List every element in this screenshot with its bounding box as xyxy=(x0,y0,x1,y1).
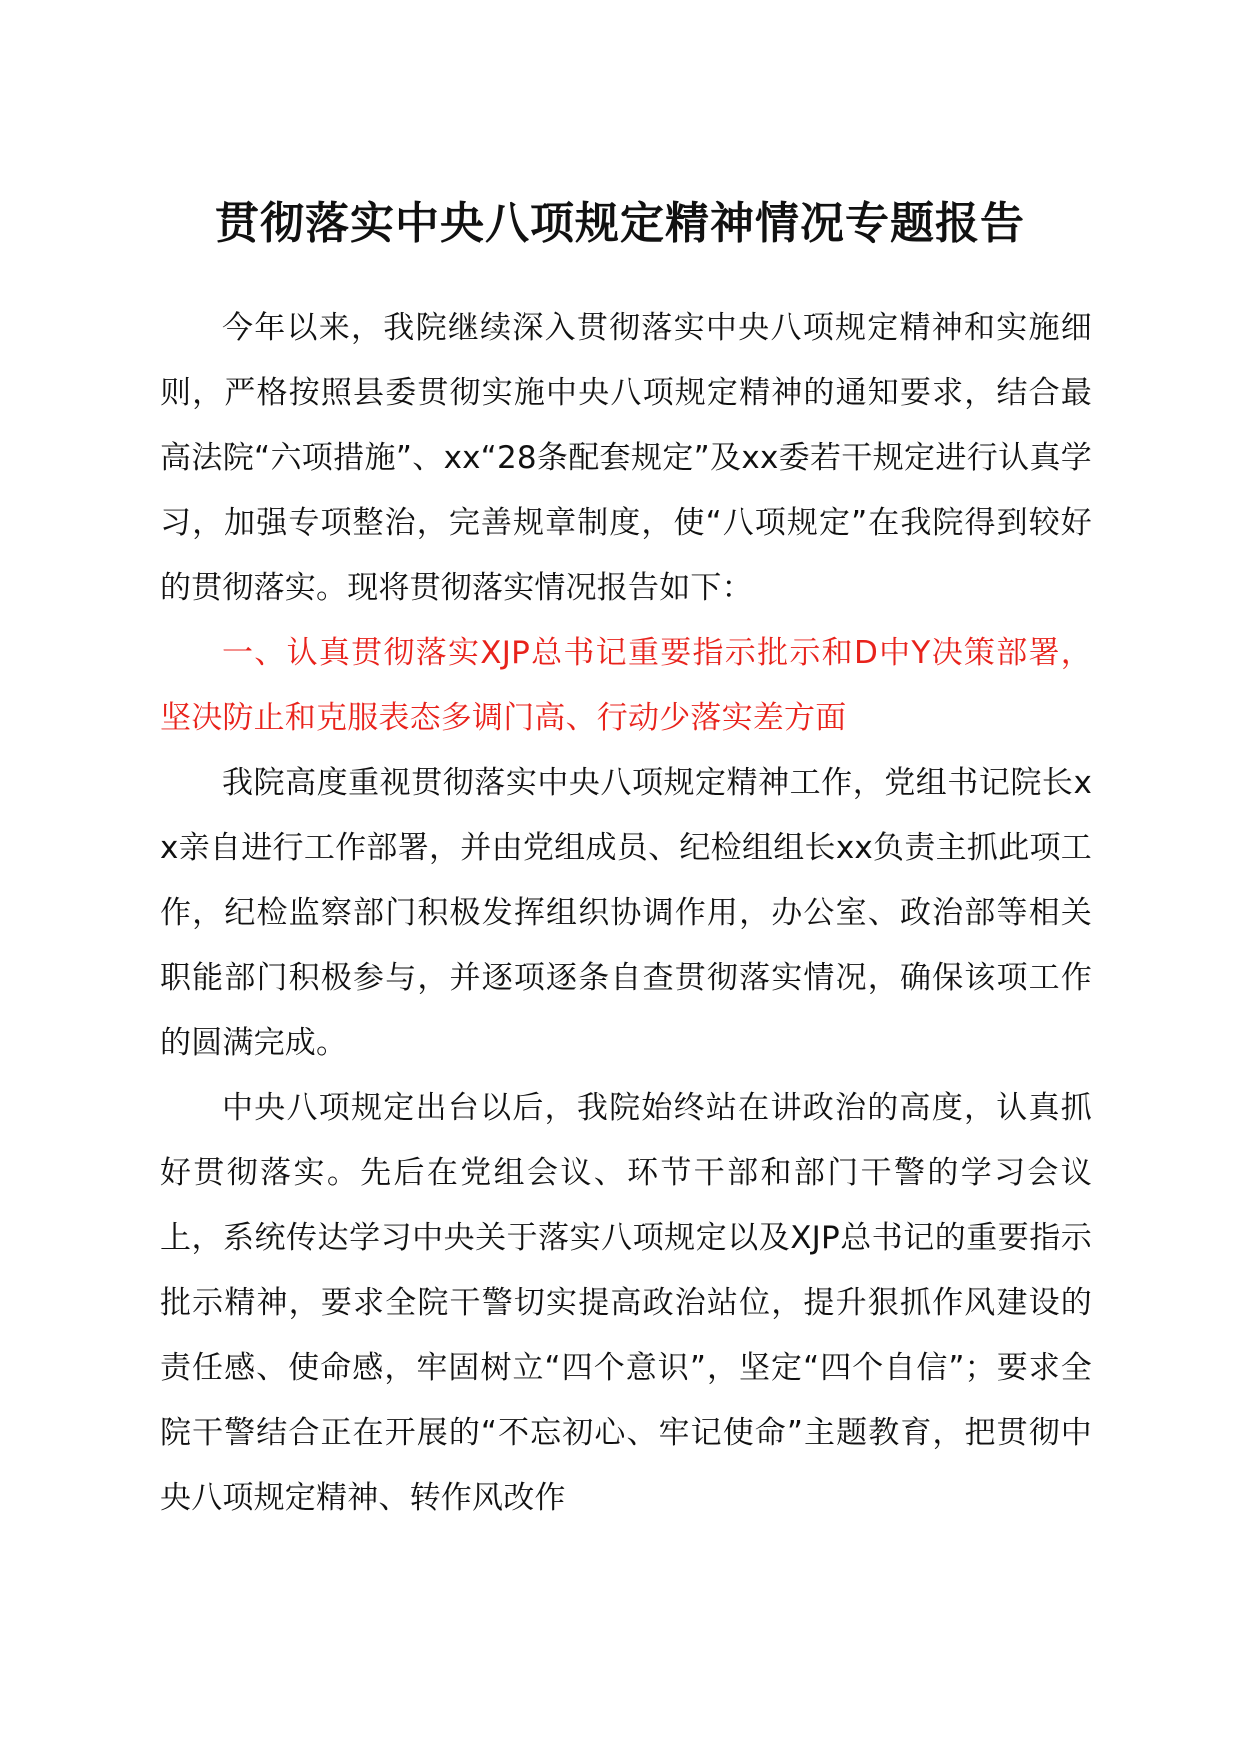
intro-paragraph: 今年以来，我院继续深入贯彻落实中央八项规定精神和实施细则，严格按照县委贯彻实施中央八项规定精神的通知要求，结合最高法院“六项措施”、xx“28条配套规定”及xx委若干规定进行认真学习，加强专项整治，完善规章制度，使“八项规定”在我院得到较好的贯彻落实。现将贯彻落实情况报告如下： xyxy=(160,310,1092,606)
section-heading-one: 一、认真贯彻落实XJP总书记重要指示批示和D中Y决策部署，坚决防止和克服表态多调门高、行动少落实差方面 xyxy=(160,635,1092,736)
section-one-paragraph-2: 中央八项规定出台以后，我院始终站在讲政治的高度，认真抓好贯彻落实。先后在党组会议、环节干部和部门干警的学习会议上，系统传达学习中央关于落实八项规定以及XJP总书记的重要指示批示精神，要求全院干警切实提高政治站位，提升狠抓作风建设的责任感、使命感，牢固树立“四个意识”，坚定“四个自信”；要求全院干警结合正在开展的“不忘初心、牢记使命”主题教育，把贯彻中央八项规定精神、转作风改作 xyxy=(160,1090,1092,1516)
document-body xyxy=(160,296,1092,1531)
document-title: 贯彻落实中央八项规定精神情况专题报告 xyxy=(215,198,1025,249)
section-one-paragraph-1: 我院高度重视贯彻落实中央八项规定精神工作，党组书记院长xx亲自进行工作部署，并由党组成员、纪检组组长xx负责主抓此项工作，纪检监察部门积极发挥组织协调作用，办公室、政治部等相关职能部门积极参与，并逐项逐条自查贯彻落实情况，确保该项工作的圆满完成。 xyxy=(160,765,1092,1061)
